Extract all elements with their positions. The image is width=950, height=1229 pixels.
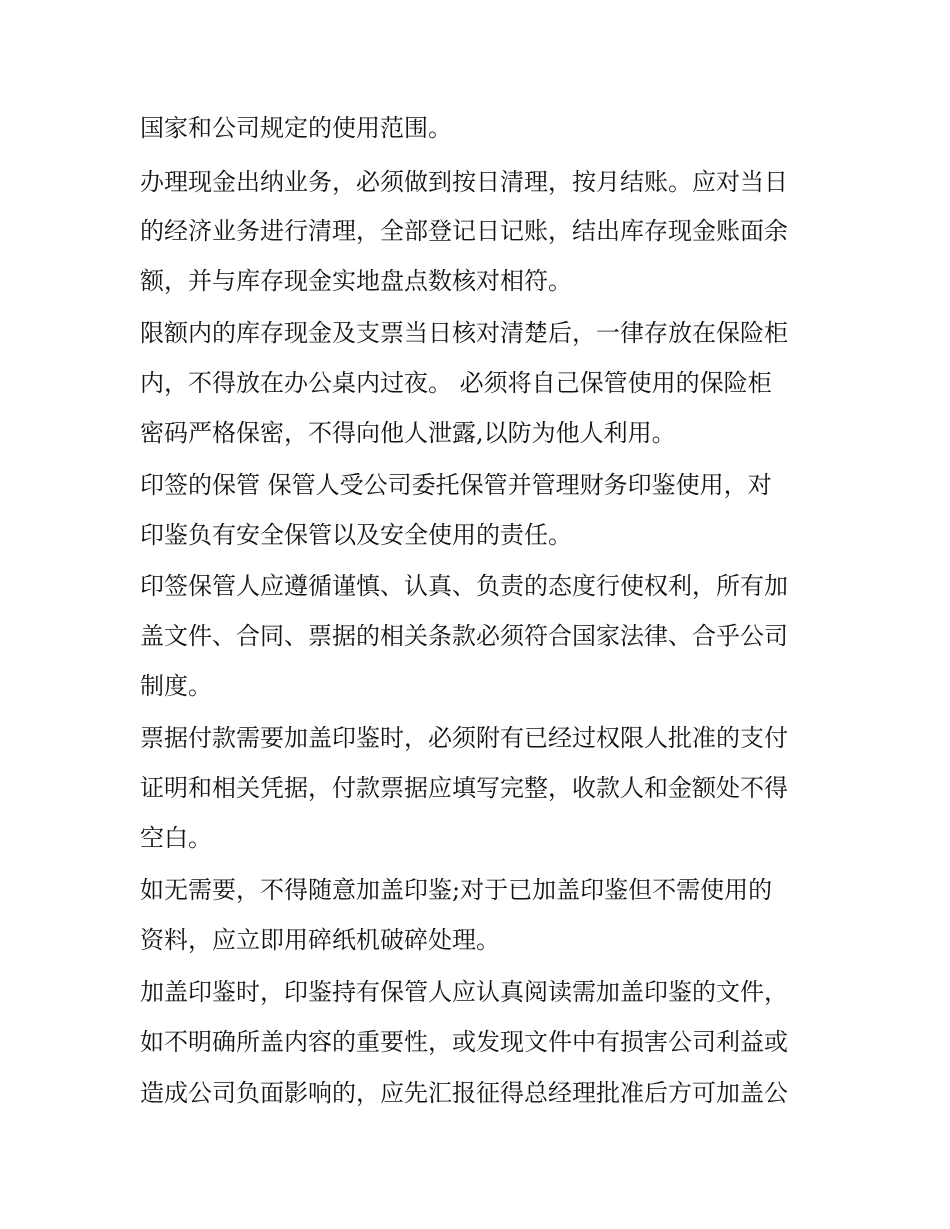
text-line: 资料，应立即用碎纸机破碎处理。 [140, 926, 500, 954]
text-line: 印签保管人应遵循谨慎、认真、负责的态度行使权利，所有加 [140, 572, 788, 600]
text-line: 办理现金出纳业务，必须做到按日清理，按月结账。应对当日 [140, 168, 788, 196]
text-line: 证明和相关凭据，付款票据应填写完整，收款人和金额处不得 [140, 774, 788, 802]
text-line: 制度。 [140, 672, 212, 700]
text-line: 内，不得放在办公桌内过夜。 必须将自己保管使用的保险柜 [140, 369, 772, 397]
text-line: 票据付款需要加盖印鉴时，必须附有已经过权限人批准的支付 [140, 724, 788, 752]
text-line: 限额内的库存现金及支票当日核对清楚后，一律存放在保险柜 [140, 319, 788, 347]
text-line: 如无需要，不得随意加盖印鉴;对于已加盖印鉴但不需使用的 [140, 876, 773, 904]
text-line: 造成公司负面影响的，应先汇报征得总经理批准后方可加盖公 [140, 1079, 788, 1107]
text-line: 印鉴负有安全保管以及安全使用的责任。 [140, 521, 572, 549]
text-line: 盖文件、合同、票据的相关条款必须符合国家法律、合乎公司 [140, 622, 788, 650]
text-line: 加盖印鉴时，印鉴持有保管人应认真阅读需加盖印鉴的文件， [140, 978, 788, 1006]
text-line: 空白。 [140, 824, 212, 852]
text-line: 额，并与库存现金实地盘点数核对相符。 [140, 267, 572, 295]
text-line: 的经济业务进行清理，全部登记日记账，结出库存现金账面余 [140, 217, 788, 245]
text-line: 国家和公司规定的使用范围。 [140, 114, 452, 142]
text-line: 如不明确所盖内容的重要性，或发现文件中有损害公司利益或 [140, 1028, 788, 1056]
text-line: 印签的保管 保管人受公司委托保管并管理财务印鉴使用，对 [140, 471, 772, 499]
text-line: 密码严格保密，不得向他人泄露,以防为他人利用。 [140, 419, 676, 447]
